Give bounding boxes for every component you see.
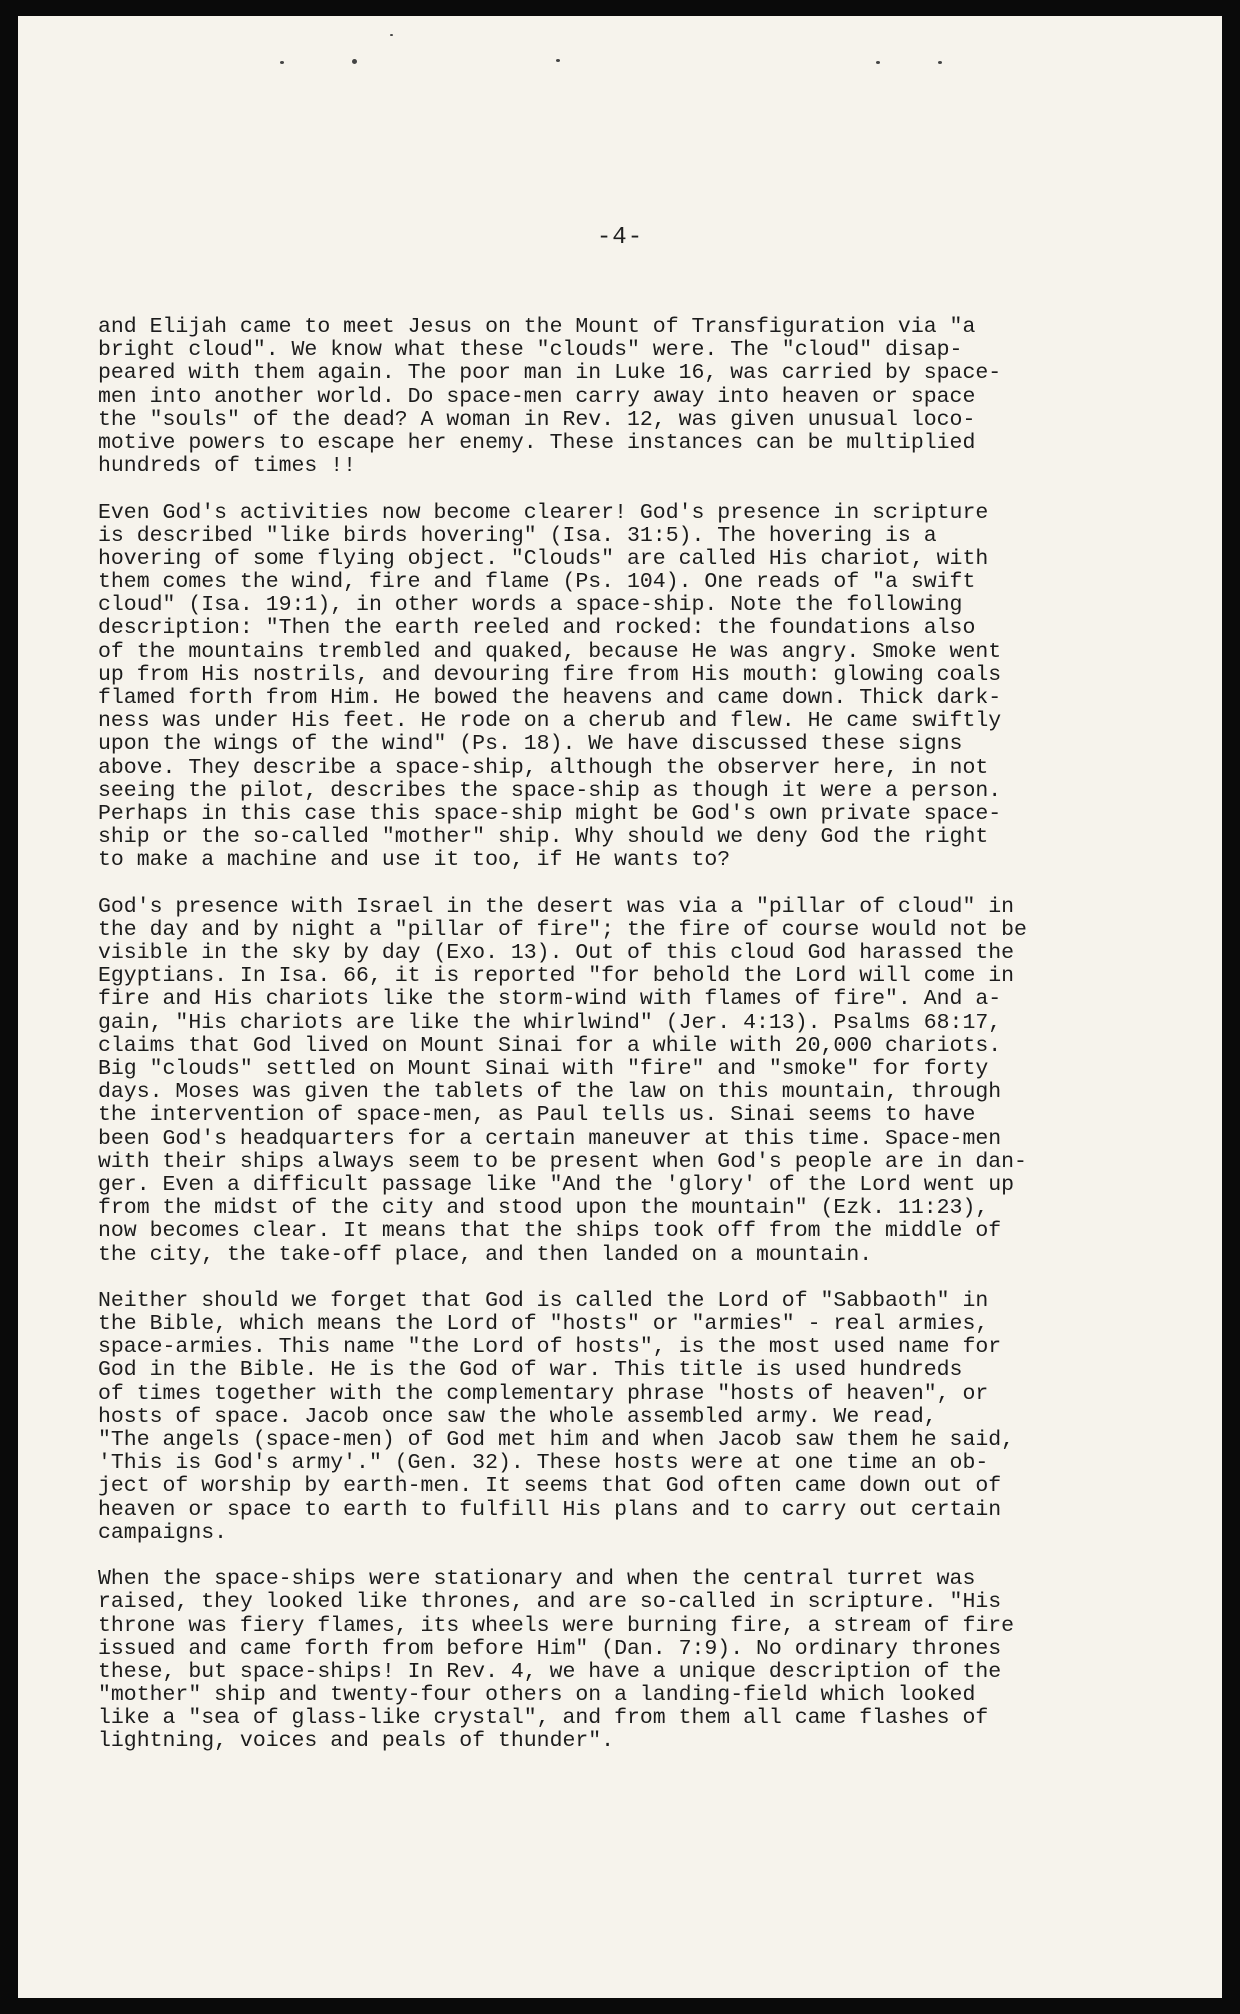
- text-line: of the mountains trembled and quaked, because He was angry. Smoke went: [98, 639, 1002, 664]
- text-line: Egyptians. In Isa. 66, it is reported "for behold the Lord will come in: [98, 964, 1015, 989]
- paper-speck: [280, 61, 284, 64]
- text-line: Big "clouds" settled on Mount Sinai with "fire" and "smoke" for forty: [98, 1057, 989, 1081]
- text-line: visible in the sky by day (Exo. 13). Out of this cloud God harassed the: [98, 941, 1015, 966]
- body-text: [98, 316, 1208, 1754]
- page-number: -4-: [596, 224, 644, 251]
- text-line: raised, they looked like thrones, and are so-called in scripture. "His: [98, 1590, 1002, 1615]
- text-line: been God's headquarters for a certain maneuver at this time. Space-men: [98, 1126, 1002, 1151]
- text-line: the intervention of space-men, as Paul tells us. Sinai seems to have: [98, 1103, 976, 1128]
- text-line: flamed forth from Him. He bowed the heavens and came down. Thick dark-: [98, 686, 1002, 710]
- text-line: of times together with the complementary phrase "hosts of heaven", or: [98, 1381, 989, 1406]
- paper-speck: [352, 59, 357, 64]
- text-line: bright cloud". We know what these "clouds" were. The "cloud" disap-: [98, 338, 963, 363]
- text-line: ship or the so-called "mother" ship. Why should we deny God the right: [98, 825, 989, 850]
- paragraph: [98, 896, 1208, 1267]
- text-line: the Bible, which means the Lord of "hosts" or "armies" - real armies,: [98, 1312, 989, 1337]
- paragraph: [98, 1568, 1208, 1754]
- text-line: up from His nostrils, and devouring fire from His mouth: glowing coals: [98, 662, 1002, 687]
- paper-speck: [876, 61, 880, 64]
- text-line: hundreds of times !!: [98, 454, 357, 479]
- text-line: gain, "His chariots are like the whirlwind" (Jer. 4:13). Psalms 68:17,: [98, 1010, 1002, 1035]
- text-line: cloud" (Isa. 19:1), in other words a space-ship. Note the following: [98, 593, 963, 618]
- text-line: the day and by night a "pillar of fire"; the fire of course would not be: [98, 917, 1027, 942]
- text-line: ject of worship by earth-men. It seems that God often came down out of: [98, 1474, 1002, 1499]
- text-line: ness was under His feet. He rode on a cherub and flew. He came swiftly: [98, 709, 1002, 734]
- text-line: like a "sea of glass-like crystal", and from them all came flashes of: [98, 1706, 989, 1731]
- text-line: men into another world. Do space-men carry away into heaven or space: [98, 384, 976, 409]
- text-line: with their ships always seem to be present when God's people are in dan-: [98, 1149, 1027, 1174]
- text-line: claims that God lived on Mount Sinai for a while with 20,000 chariots.: [98, 1033, 1002, 1058]
- text-line: hovering of some flying object. "Clouds" are called His chariot, with: [98, 546, 989, 571]
- text-line: "mother" ship and twenty-four others on a landing-field which looked: [98, 1683, 976, 1708]
- text-line: ger. Even a difficult passage like "And the 'glory' of the Lord went up: [98, 1172, 1015, 1197]
- text-line: lightning, voices and peals of thunder".: [98, 1729, 615, 1754]
- document-page: [18, 16, 1222, 1998]
- text-line: God's presence with Israel in the desert was via a "pillar of cloud" in: [98, 894, 1015, 919]
- paper-speck: [556, 59, 560, 62]
- text-line: issued and came forth from before Him" (Dan. 7:9). No ordinary thrones: [98, 1636, 1002, 1661]
- text-line: Perhaps in this case this space-ship might be God's own private space-: [98, 801, 1002, 826]
- text-line: peared with them again. The poor man in Luke 16, was carried by space-: [98, 361, 1002, 386]
- text-line: Neither should we forget that God is called the Lord of "Sabbaoth" in: [98, 1288, 989, 1313]
- text-line: fire and His chariots like the storm-wind with flames of fire". And a-: [98, 987, 1002, 1012]
- paper-speck: [390, 34, 393, 36]
- text-line: now becomes clear. It means that the ships took off from the middle of: [98, 1219, 1002, 1244]
- text-line: the "souls" of the dead? A woman in Rev. 12, was given unusual loco-: [98, 407, 976, 432]
- text-line: space-armies. This name "the Lord of hosts", is the most used name for: [98, 1335, 1002, 1360]
- text-line: them comes the wind, fire and flame (Ps. 104). One reads of "a swift: [98, 570, 976, 595]
- text-line: Even God's activities now become clearer! God's presence in scripture: [98, 500, 989, 525]
- text-line: 'This is God's army'." (Gen. 32). These hosts were at one time an ob-: [98, 1451, 989, 1476]
- text-line: description: "Then the earth reeled and rocked: the foundations also: [98, 616, 976, 641]
- text-line: these, but space-ships! In Rev. 4, we have a unique description of the: [98, 1659, 1002, 1684]
- paragraph: [98, 502, 1208, 873]
- paragraph: [98, 1290, 1208, 1545]
- text-line: hosts of space. Jacob once saw the whole assembled army. We read,: [98, 1404, 937, 1429]
- paper-speck: [938, 61, 942, 64]
- text-line: campaigns.: [98, 1520, 228, 1545]
- text-line: motive powers to escape her enemy. These instances can be multiplied: [98, 430, 976, 455]
- text-line: the city, the take-off place, and then landed on a mountain.: [98, 1242, 873, 1267]
- text-line: seeing the pilot, describes the space-ship as though it were a person.: [98, 778, 1002, 803]
- text-line: "The angels (space-men) of God met him and when Jacob saw them he said,: [98, 1428, 1015, 1452]
- text-line: to make a machine and use it too, if He wants to?: [98, 848, 731, 873]
- text-line: heaven or space to earth to fulfill His plans and to carry out certain: [98, 1497, 1002, 1522]
- text-line: and Elijah came to meet Jesus on the Mount of Transfiguration via "a: [98, 315, 976, 339]
- text-line: above. They describe a space-ship, although the observer here, in not: [98, 755, 989, 780]
- paragraph: [98, 316, 1208, 478]
- text-line: is described "like birds hovering" (Isa. 31:5). The hovering is a: [98, 523, 937, 548]
- text-line: God in the Bible. He is the God of war. This title is used hundreds: [98, 1358, 963, 1383]
- text-line: throne was fiery flames, its wheels were burning fire, a stream of fire: [98, 1613, 1015, 1638]
- text-line: from the midst of the city and stood upon the mountain" (Ezk. 11:23),: [98, 1196, 989, 1221]
- text-line: upon the wings of the wind" (Ps. 18). We have discussed these signs: [98, 732, 963, 757]
- text-line: When the space-ships were stationary and when the central turret was: [98, 1567, 976, 1592]
- text-line: days. Moses was given the tablets of the law on this mountain, through: [98, 1080, 1002, 1105]
